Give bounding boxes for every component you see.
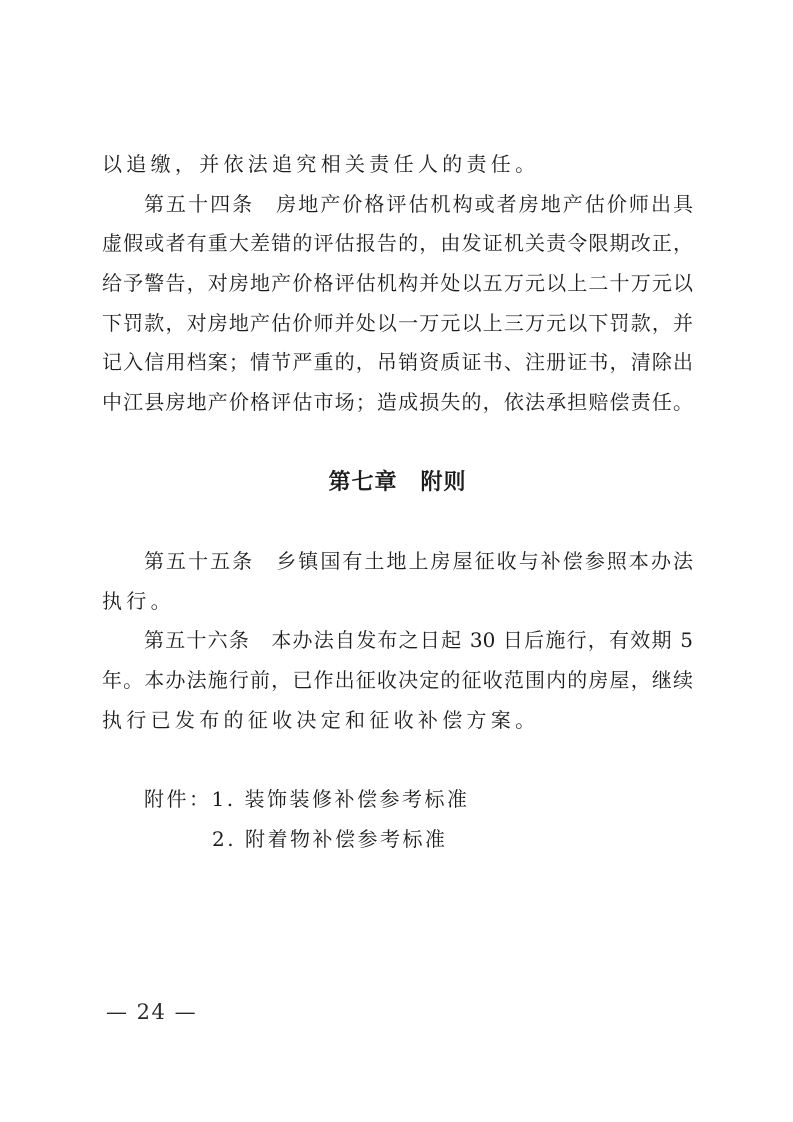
article-54-line-1: 第五十四条 房地产价格评估机构或者房地产估价师出具 xyxy=(144,191,693,216)
article-54-line-4: 下罚款，对房地产估价师并处以一万元以上三万元以下罚款，并 xyxy=(102,310,693,335)
article-56-line-2: 年。本办法施行前，已作出征收决定的征收范围内的房屋，继续 xyxy=(102,667,693,692)
article-54-line-5: 记入信用档案；情节严重的，吊销资质证书、注册证书，清除出 xyxy=(102,350,693,375)
paragraph-53-continuation: 以追缴，并依法追究相关责任人的责任。 xyxy=(102,152,540,176)
page-number: — 24 — xyxy=(106,1000,198,1024)
article-54-line-3: 给予警告，对房地产价格评估机构并处以五万元以上二十万元以 xyxy=(102,271,693,296)
chapter-7-heading: 第七章 附则 xyxy=(328,469,467,495)
article-56-line-1: 第五十六条 本办法自发布之日起 30 日后施行，有效期 5 xyxy=(144,628,693,653)
blank-line xyxy=(102,502,693,542)
attachments-line-2: 2. 附着物补偿参考标准 xyxy=(212,826,448,851)
article-55-line-1: 第五十五条 乡镇国有土地上房屋征收与补偿参照本办法 xyxy=(144,548,693,573)
attachments-line-1: 附件：1. 装饰装修补偿参考标准 xyxy=(144,787,470,811)
article-54-line-2: 虚假或者有重大差错的评估报告的，由发证机关责令限期改正， xyxy=(102,231,693,256)
blank-line xyxy=(102,423,693,463)
blank-line xyxy=(102,740,693,780)
article-56-line-3: 执行已发布的征收决定和征收补偿方案。 xyxy=(102,707,540,732)
article-55-line-2: 执行。 xyxy=(102,588,175,613)
page-body xyxy=(102,145,693,859)
article-54-line-6: 中江县房地产价格评估市场；造成损失的，依法承担赔偿责任。 xyxy=(102,390,693,415)
